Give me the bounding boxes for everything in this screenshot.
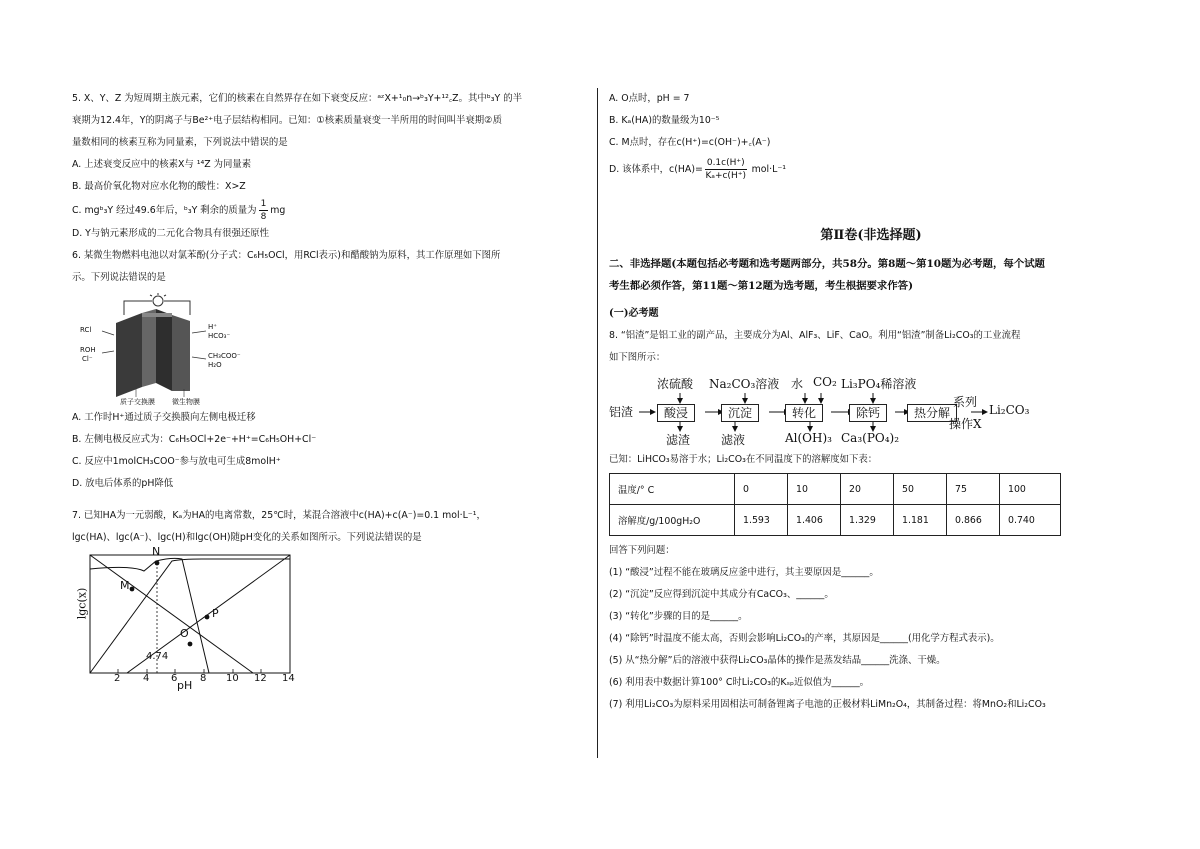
- part2-heading-line2: 考生都必须作答，第11题～第12题为选考题，考生根据要求作答): [609, 280, 913, 292]
- reagent-conc-sulfuric: 浓硫酸: [657, 377, 694, 391]
- q7-option-b: B. Kₐ(HA)的数量级为10⁻⁵: [609, 115, 720, 126]
- output-ca3po42: Ca₃(PO₄)₂: [841, 431, 900, 445]
- table-cell: 50: [894, 474, 947, 505]
- table-cell: 0: [735, 474, 788, 505]
- q8-sub-3: (3) “转化”步骤的目的是______。: [609, 611, 748, 622]
- right-column: [609, 88, 1133, 716]
- left-column: [72, 88, 584, 691]
- fuel-cell-figure: [80, 293, 584, 405]
- xtick-8: 8: [200, 673, 207, 684]
- q8-stem-line1: 8. “铝渣”是铝工业的副产品，主要成分为Al、AlF₃、LiF、CaO。利用“铝渣”制备Li₂CO₃的工业流程: [609, 330, 1021, 341]
- reagent-co2: CO₂: [813, 375, 837, 389]
- q7-option-c: C. M点时，存在c(H⁺)=c(OH⁻)+꜀(A⁻): [609, 137, 771, 148]
- point-n-label: N: [152, 545, 161, 558]
- table-cell: 75: [947, 474, 1000, 505]
- label-cl: Cl⁻: [82, 355, 93, 363]
- q8-known-info: 已知：LiHCO₃易溶于水；Li₂CO₃在不同温度下的溶解度如下表：: [609, 454, 878, 465]
- label-ch3coo: CH₃COO⁻: [208, 352, 241, 360]
- q5-stem-line1: 5. X、Y、Z 为短周期主族元素，它们的核素在自然界存在如下衰变反应：ᵃᶻX+¹₀n→ᵇ₃Y+¹²꜀Z。其中ᵇ₃Y 的半: [72, 93, 522, 104]
- final-operation-line1: 系列: [953, 395, 978, 409]
- q7-option-d-fraction: [705, 157, 747, 182]
- q5-option-c: [72, 198, 584, 223]
- required-section-heading: (一)必考题: [609, 308, 659, 319]
- label-h2o: H₂O: [208, 361, 222, 369]
- xtick-10: 10: [226, 673, 239, 684]
- q5-option-a: A. 上述衰变反应中的核素X与 ¹⁴Z 为同量素: [72, 159, 252, 170]
- flow-box-decalcify: 除钙: [849, 404, 887, 422]
- xtick-12: 12: [254, 673, 267, 684]
- q5-stem-line3: 量数相同的核素互称为同量素，下列说法中错误的是: [72, 137, 288, 148]
- table-cell: 温度/° C: [610, 474, 735, 505]
- q8-sub-6: (6) 利用表中数据计算100° C时Li₂CO₃的Kₛₚ近似值为______。: [609, 677, 870, 688]
- table-cell: 20: [841, 474, 894, 505]
- label-h: H⁺: [208, 323, 217, 331]
- q5-option-d: D. Y与钠元素形成的二元化合物具有很强还原性: [72, 228, 270, 239]
- q8-sub-4: (4) “除钙”时温度不能太高，否则会影响Li₂CO₃的产率，其原因是______(用化学方程式表示)。: [609, 633, 1000, 644]
- table-row: [610, 474, 1061, 505]
- q7-option-d-unit: mol·L⁻¹: [751, 164, 787, 175]
- q5-option-b: B. 最高价氧化物对应水化物的酸性：X>Z: [72, 181, 246, 192]
- label-rcl: RCl: [80, 326, 92, 334]
- flow-box-precipitate: 沉淀: [721, 404, 759, 422]
- mark-value: 4.74: [146, 651, 169, 662]
- xtick-14: 14: [282, 673, 295, 684]
- q7-option-d-text: D. 该体系中，c(HA)=: [609, 164, 703, 175]
- table-cell: 1.406: [788, 505, 841, 536]
- q5-option-c-unit: mg: [270, 205, 286, 216]
- fraction-denominator: 8: [260, 212, 267, 222]
- reagent-li3po4: Li₃PO₄稀溶液: [841, 377, 917, 391]
- output-filtrate: 滤液: [721, 433, 746, 447]
- reagent-na2co3: Na₂CO₃溶液: [709, 377, 780, 391]
- process-flowchart: [609, 371, 1133, 449]
- part2-title: 第Ⅱ卷(非选择题): [820, 228, 922, 243]
- graph-ylabel: lgc(x): [75, 587, 89, 620]
- lgc-ph-graph: [72, 551, 302, 691]
- q7-graph: [72, 545, 584, 692]
- point-p-label: P: [212, 607, 219, 620]
- part2-heading-line1: 二、非选择题(本题包括必考题和选考题两部分，共58分。第8题～第10题为必考题，每个试题: [609, 258, 1045, 270]
- q8-sub-5: (5) 从“热分解”后的溶液中获得Li₂CO₃晶体的操作是蒸发结晶______洗涤、干燥。: [609, 655, 946, 666]
- flow-product: Li₂CO₃: [989, 403, 1030, 417]
- q7-stem-line1: 7. 已知HA为一元弱酸，Kₐ为HA的电离常数，25℃时，某混合溶液中c(HA)+c(A⁻)=0.1 mol·L⁻¹，: [72, 510, 486, 521]
- table-cell: 0.866: [947, 505, 1000, 536]
- q6-stem-line1: 6. 某微生物燃料电池以对氯苯酚(分子式：C₆H₅OCl，用RCl表示)和醋酸钠为原料，其工作原理如下图所: [72, 250, 501, 261]
- q8-stem-line2: 如下图所示：: [609, 352, 666, 363]
- q8-sub-7: (7) 利用Li₂CO₃为原料采用固相法可制备锂离子电池的正极材料LiMn₂O₄，其制备过程：将MnO₂和Li₂CO₃: [609, 699, 1046, 710]
- table-cell: 1.593: [735, 505, 788, 536]
- q7-stem-line2: lgc(HA)、lgc(A⁻)、lgc(H)和lgc(OH)随pH变化的关系如图所示。下列说法错误的是: [72, 532, 422, 543]
- q5-stem-line2: 衰期为12.4年，Y的阴离子与Be²⁺电子层结构相同。已知：①核素质量衰变一半所用的时间叫半衰期②质: [72, 115, 502, 126]
- q7-option-d: [609, 154, 1133, 186]
- flow-box-convert: 转化: [785, 404, 823, 422]
- q6-option-d: D. 放电后体系的pH降低: [72, 478, 174, 489]
- q8-sub-2: (2) “沉淀”反应得到沉淀中其成分有CaCO₃、______。: [609, 589, 834, 600]
- output-filter-residue: 滤渣: [666, 433, 691, 447]
- xtick-6: 6: [171, 673, 178, 684]
- final-operation-line2: 操作X: [949, 417, 982, 431]
- solubility-table: [609, 473, 1061, 536]
- q6-option-a: A. 工作时H⁺通过质子交换膜向左侧电极迁移: [72, 412, 256, 423]
- table-row: [610, 505, 1061, 536]
- table-cell: 100: [1000, 474, 1061, 505]
- label-microbe: 微生物膜: [172, 398, 200, 406]
- flow-box-acid-leach: 酸浸: [657, 404, 695, 422]
- point-o-label: O: [180, 627, 189, 640]
- graph-xlabel: pH: [177, 679, 193, 692]
- table-cell: 溶解度/g/100gH₂O: [610, 505, 735, 536]
- xtick-2: 2: [114, 673, 121, 684]
- point-m-label: M: [120, 579, 130, 592]
- q5-option-c-text: C. mgᵇ₃Y 经过49.6年后，ᵇ₃Y 剩余的质量为: [72, 205, 257, 216]
- table-cell: 0.740: [1000, 505, 1061, 536]
- fraction-denominator: Kₐ+c(H⁺): [705, 171, 746, 181]
- reagent-water: 水: [791, 377, 804, 391]
- label-membrane: 质子交换膜: [120, 398, 155, 406]
- xtick-4: 4: [143, 673, 150, 684]
- q5-option-c-fraction: [259, 198, 269, 223]
- answer-prompt: 回答下列问题：: [609, 545, 675, 556]
- table-cell: 1.329: [841, 505, 894, 536]
- q6-stem-line2: 示。下列说法错误的是: [72, 272, 166, 283]
- fuel-cell-diagram: [80, 293, 220, 405]
- table-cell: 10: [788, 474, 841, 505]
- fraction-numerator: 1: [260, 199, 267, 209]
- q6-option-c: C. 反应中1molCH₃COO⁻参与放电可生成8molH⁺: [72, 456, 281, 467]
- q6-option-b: B. 左侧电极反应式为：C₆H₅OCl+2e⁻+H⁺=C₆H₅OH+Cl⁻: [72, 434, 317, 445]
- flow-start: 铝渣: [609, 405, 634, 419]
- bulb-icon: [153, 296, 163, 306]
- q7-option-a: A. O点时，pH = 7: [609, 93, 690, 104]
- label-roh: ROH: [80, 346, 96, 354]
- fraction-numerator: 0.1c(H⁺): [706, 158, 745, 168]
- output-aloh3: Al(OH)₃: [785, 431, 832, 445]
- table-cell: 1.181: [894, 505, 947, 536]
- column-divider: [597, 88, 598, 758]
- q8-sub-1: (1) “酸浸”过程不能在玻璃反应釜中进行，其主要原因是______。: [609, 567, 879, 578]
- flow-box-thermal-decompose: 热分解: [907, 404, 957, 422]
- label-hco3: HCO₃⁻: [208, 332, 231, 340]
